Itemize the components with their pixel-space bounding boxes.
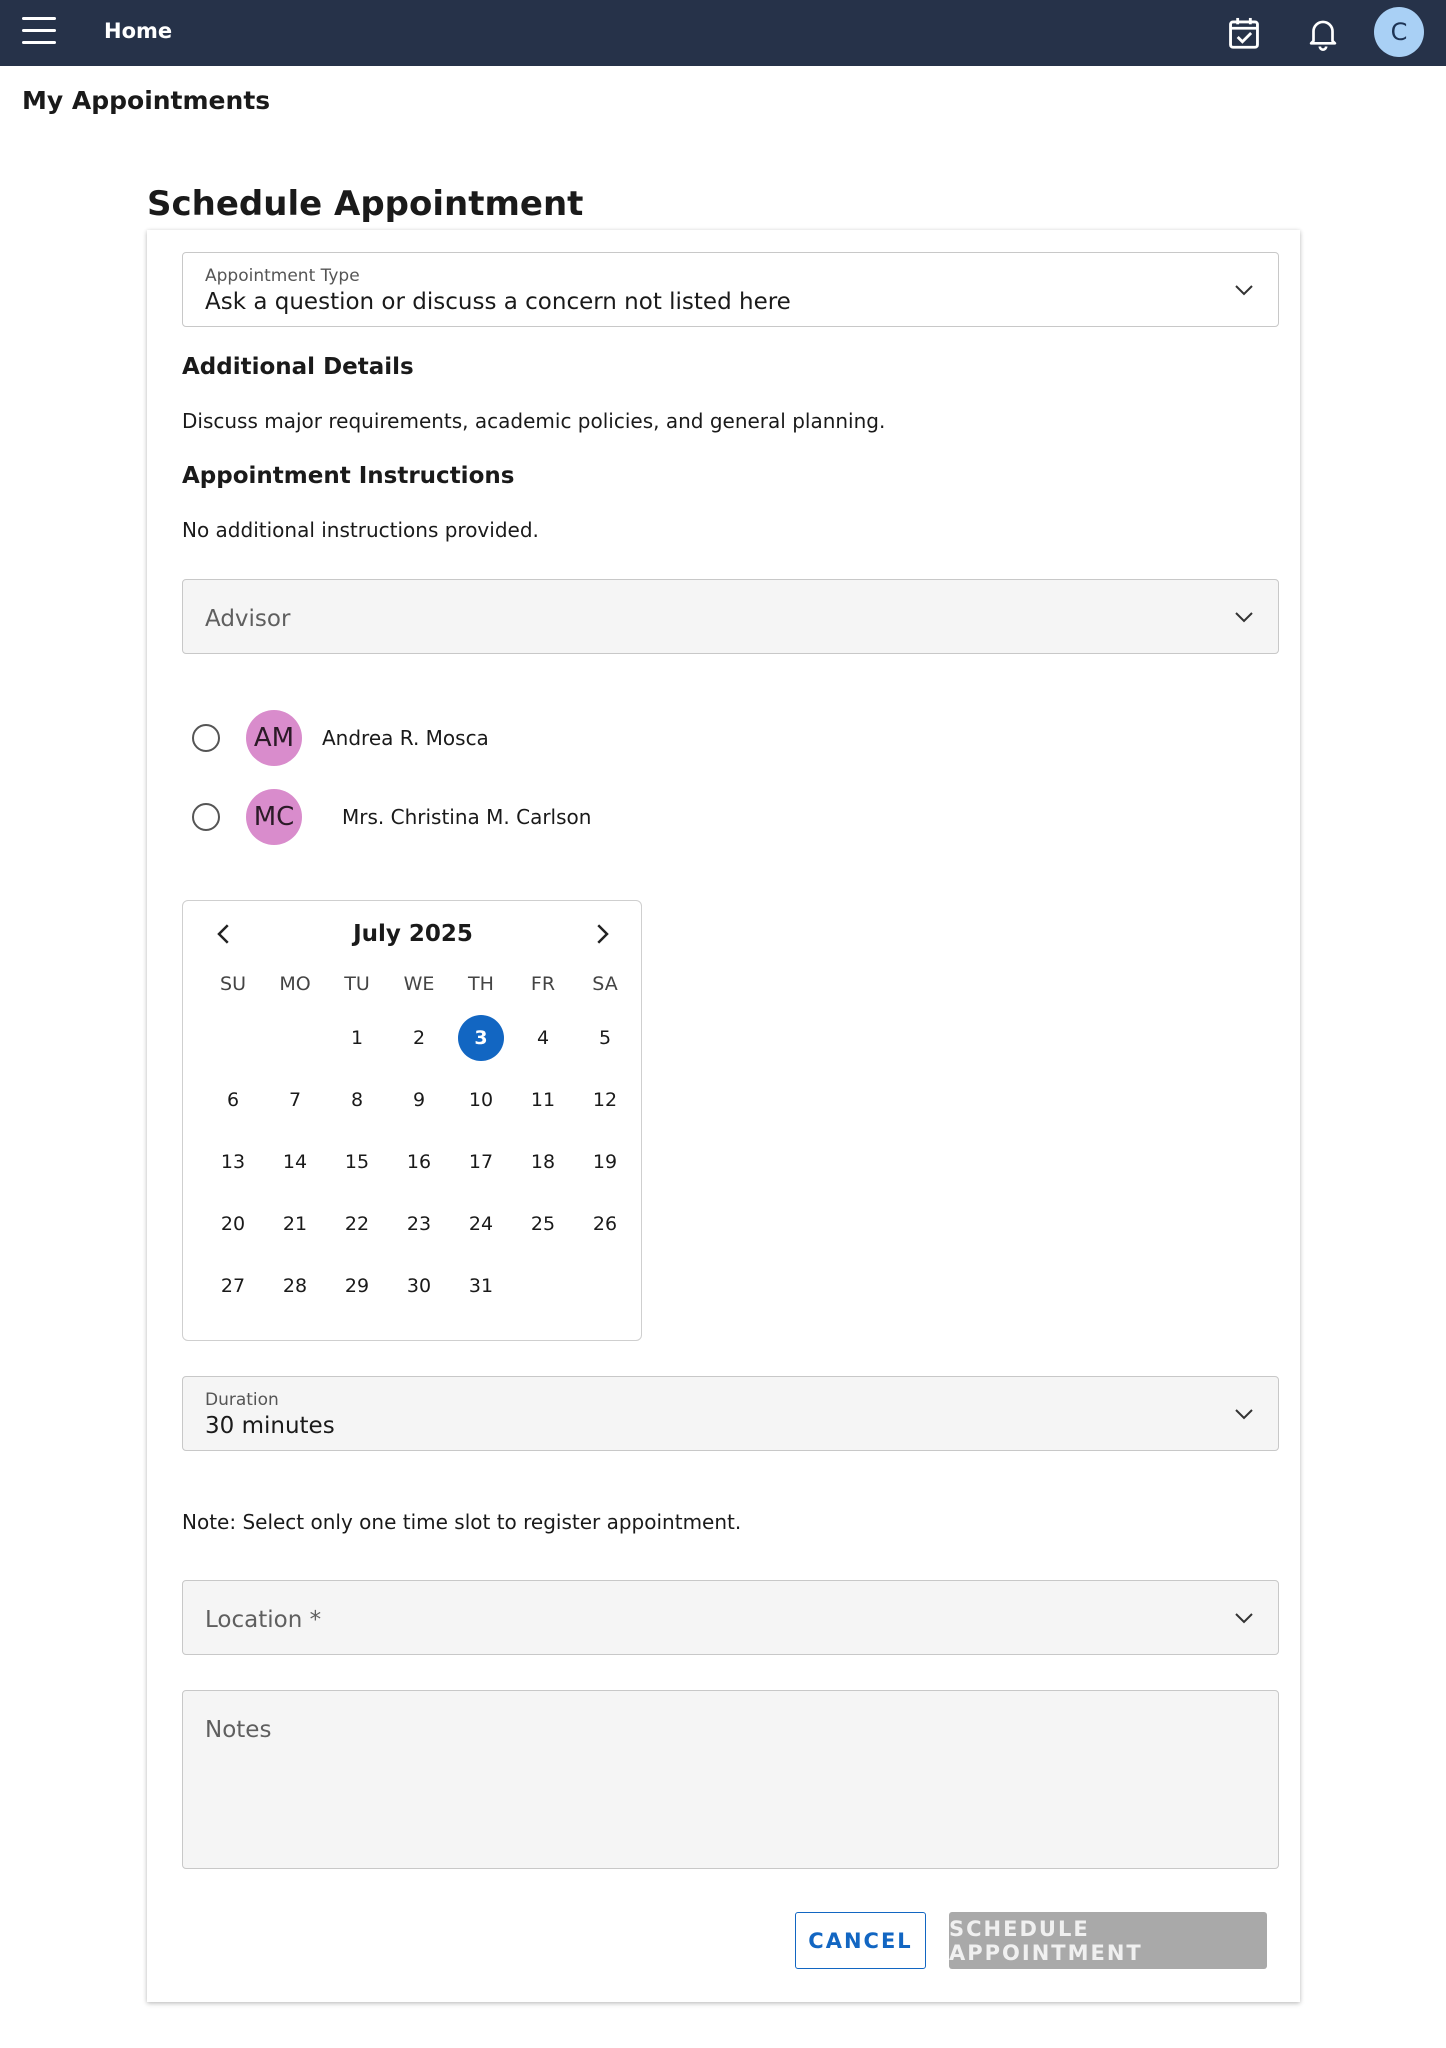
appointment-type-label: Appointment Type [205, 266, 360, 286]
weekday-label: WE [403, 973, 435, 995]
additional-details-text: Discuss major requirements, academic policies, and general planning. [182, 409, 886, 433]
advisor-option[interactable] [192, 710, 489, 766]
menu-icon[interactable] [22, 17, 56, 47]
cancel-button[interactable]: CANCEL [795, 1912, 926, 1969]
time-slot-note: Note: Select only one time slot to register appointment. [182, 1510, 742, 1534]
calendar-day[interactable]: 21 [282, 1213, 308, 1235]
advisor-placeholder: Advisor [205, 606, 291, 632]
instructions-heading: Appointment Instructions [182, 463, 515, 489]
duration-label: Duration [205, 1390, 279, 1410]
calendar-weekday-row [202, 961, 636, 1007]
calendar-empty-cell [272, 1015, 318, 1061]
chevron-down-icon [1232, 278, 1256, 302]
calendar-week-row [202, 1007, 636, 1069]
calendar-week-row [202, 1069, 636, 1131]
calendar-day[interactable]: 17 [468, 1151, 494, 1173]
calendar-empty-cell [582, 1263, 628, 1309]
duration-select[interactable] [182, 1376, 1279, 1451]
advisor-radio[interactable] [192, 803, 220, 831]
calendar-day[interactable]: 28 [282, 1275, 308, 1297]
top-app-bar [0, 0, 1446, 66]
calendar-day[interactable]: 22 [344, 1213, 370, 1235]
chevron-down-icon [1232, 1402, 1256, 1426]
weekday-label: FR [530, 973, 556, 995]
chevron-down-icon [1232, 1606, 1256, 1630]
calendar-month-label: July 2025 [353, 921, 473, 947]
bell-icon[interactable] [1304, 14, 1342, 52]
calendar-week-row [202, 1193, 636, 1255]
chevron-down-icon [1232, 605, 1256, 629]
calendar-day[interactable]: 1 [350, 1027, 364, 1049]
calendar-day[interactable]: 14 [282, 1151, 308, 1173]
weekday-label: TU [344, 973, 370, 995]
calendar-day[interactable]: 19 [592, 1151, 618, 1173]
calendar-day[interactable]: 5 [598, 1027, 612, 1049]
advisor-radio[interactable] [192, 724, 220, 752]
calendar-day[interactable]: 24 [468, 1213, 494, 1235]
home-link[interactable]: Home [104, 19, 173, 43]
user-avatar[interactable]: C [1374, 7, 1424, 57]
calendar-day[interactable]: 18 [530, 1151, 556, 1173]
advisor-option[interactable] [192, 789, 591, 845]
calendar-day-selected[interactable]: 3 [458, 1015, 504, 1061]
calendar-day[interactable]: 11 [530, 1089, 556, 1111]
page-title: My Appointments [22, 86, 271, 115]
calendar-day[interactable]: 25 [530, 1213, 556, 1235]
weekday-label: SA [592, 973, 618, 995]
advisor-name: Mrs. Christina M. Carlson [342, 805, 592, 829]
calendar-day[interactable]: 15 [344, 1151, 370, 1173]
calendar-day[interactable]: 9 [412, 1089, 426, 1111]
notes-placeholder: Notes [205, 1717, 272, 1743]
calendar-day[interactable]: 12 [592, 1089, 618, 1111]
calendar-day[interactable]: 6 [226, 1089, 240, 1111]
weekday-label: TH [468, 973, 494, 995]
weekday-label: SU [220, 973, 246, 995]
schedule-appointment-button[interactable]: SCHEDULE APPOINTMENT [949, 1912, 1267, 1969]
calendar-empty-cell [210, 1015, 256, 1061]
calendar-day[interactable]: 2 [412, 1027, 426, 1049]
calendar-grid [202, 961, 636, 1317]
avatar: MC [246, 789, 302, 845]
advisor-select[interactable] [182, 579, 1279, 654]
calendar-week-row [202, 1255, 636, 1317]
appointment-type-select[interactable] [182, 252, 1279, 327]
calendar-day[interactable]: 7 [288, 1089, 302, 1111]
calendar-day[interactable]: 30 [406, 1275, 432, 1297]
appointment-type-value: Ask a question or discuss a concern not listed here [205, 289, 791, 315]
calendar-day[interactable]: 4 [536, 1027, 550, 1049]
calendar-days [202, 1007, 636, 1317]
calendar-day[interactable]: 23 [406, 1213, 432, 1235]
calendar-day[interactable]: 29 [344, 1275, 370, 1297]
calendar-day[interactable]: 8 [350, 1089, 364, 1111]
notes-textarea[interactable] [182, 1690, 1279, 1869]
duration-value: 30 minutes [205, 1413, 335, 1439]
calendar-day[interactable]: 26 [592, 1213, 618, 1235]
advisor-name: Andrea R. Mosca [322, 726, 489, 750]
calendar-day[interactable]: 27 [220, 1275, 246, 1297]
calendar-day[interactable]: 10 [468, 1089, 494, 1111]
form-title: Schedule Appointment [147, 184, 584, 224]
calendar-empty-cell [520, 1263, 566, 1309]
calendar-day[interactable]: 16 [406, 1151, 432, 1173]
instructions-text: No additional instructions provided. [182, 518, 539, 542]
chevron-right-icon[interactable] [587, 919, 617, 949]
location-placeholder: Location * [205, 1607, 322, 1633]
additional-details-heading: Additional Details [182, 354, 414, 380]
calendar-week-row [202, 1131, 636, 1193]
calendar-day[interactable]: 31 [468, 1275, 494, 1297]
calendar-day[interactable]: 13 [220, 1151, 246, 1173]
avatar: AM [246, 710, 302, 766]
calendar-check-icon[interactable] [1225, 14, 1263, 52]
weekday-label: MO [279, 973, 311, 995]
location-select[interactable] [182, 1580, 1279, 1655]
calendar-day[interactable]: 20 [220, 1213, 246, 1235]
date-picker-calendar [182, 900, 642, 1341]
